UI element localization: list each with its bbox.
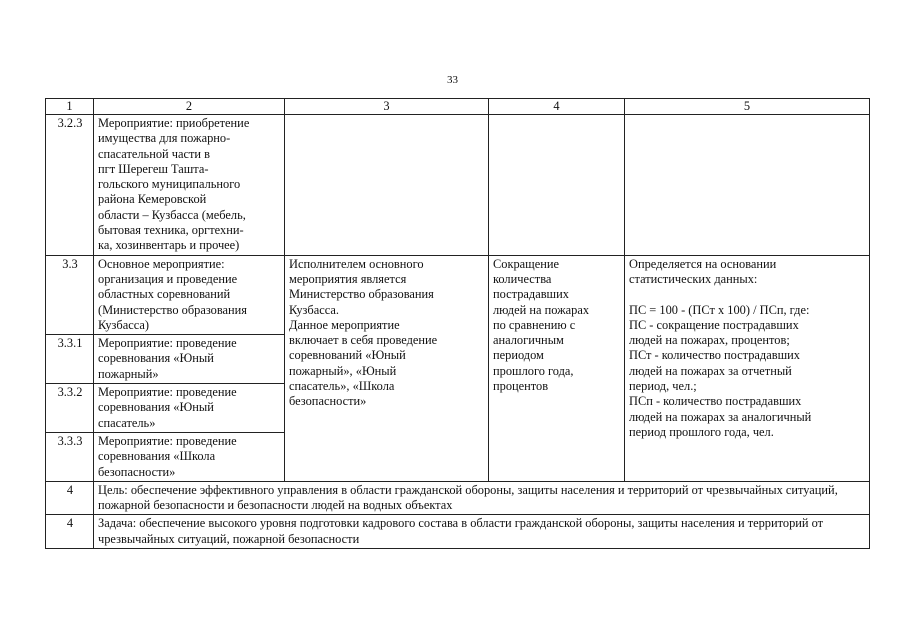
executor-description: Исполнителем основного мероприятия является Министерство образования Кузбасса. Данное мероприятие включает в себя проведение соревнований «Юный пожарный», «Юный спасатель», «Школа безопасности»: [285, 255, 489, 481]
table-row: [46, 481, 870, 515]
empty-cell: [625, 115, 870, 256]
measure-description: Мероприятие: приобретение имущества для пожарно- спасательной части в пгт Шерегеш Ташта- гольского муниципального района Кемеровской области – Кузбасса (мебель, бытовая техника, оргтехни- ка, хозинвентарь и прочее): [94, 115, 285, 256]
header-cell-3: 3: [285, 99, 489, 115]
table-row: [46, 115, 870, 256]
row-number: 3.3.2: [46, 384, 94, 433]
row-number: 4: [46, 515, 94, 549]
measure-description: Мероприятие: проведение соревнования «Юный спасатель»: [94, 384, 285, 433]
measure-description: Основное мероприятие: организация и проведение областных соревнований (Министерство образования Кузбасса): [94, 255, 285, 334]
header-cell-5: 5: [625, 99, 870, 115]
indicator-name: Сокращение количества пострадавших людей на пожарах по сравнению с аналогичным периодом прошлого года, процентов: [489, 255, 625, 481]
page-number: 33: [447, 74, 458, 86]
header-cell-4: 4: [489, 99, 625, 115]
table-row: [46, 515, 870, 549]
measures-table: [45, 98, 870, 549]
header-cell-1: 1: [46, 99, 94, 115]
table-row: [46, 255, 870, 334]
row-number: 3.2.3: [46, 115, 94, 256]
measure-description: Мероприятие: проведение соревнования «Школа безопасности»: [94, 432, 285, 481]
indicator-method: Определяется на основании статистических данных: ПС = 100 - (ПСт х 100) / ПСп, где: ПС - сокращение пострадавших людей на пожарах, процентов; ПСт - количество пострадавших людей на пожарах за отчетный период, чел.; ПСп - количество пострадавших людей на пожарах за аналогичный период прошлого года, чел.: [625, 255, 870, 481]
header-cell-2: 2: [94, 99, 285, 115]
empty-cell: [285, 115, 489, 256]
row-number: 3.3.3: [46, 432, 94, 481]
task-text: Задача: обеспечение высокого уровня подготовки кадрового состава в области гражданской обороны, защиты населения и территорий от чрезвычайных ситуаций, пожарной безопасности: [94, 515, 870, 549]
header-row: [46, 99, 870, 115]
measure-description: Мероприятие: проведение соревнования «Юный пожарный»: [94, 335, 285, 384]
row-number: 4: [46, 481, 94, 515]
empty-cell: [489, 115, 625, 256]
goal-text: Цель: обеспечение эффективного управления в области гражданской обороны, защиты населения и территорий от чрезвычайных ситуаций, пожарной безопасности и безопасности людей на водных объектах: [94, 481, 870, 515]
row-number: 3.3: [46, 255, 94, 334]
row-number: 3.3.1: [46, 335, 94, 384]
